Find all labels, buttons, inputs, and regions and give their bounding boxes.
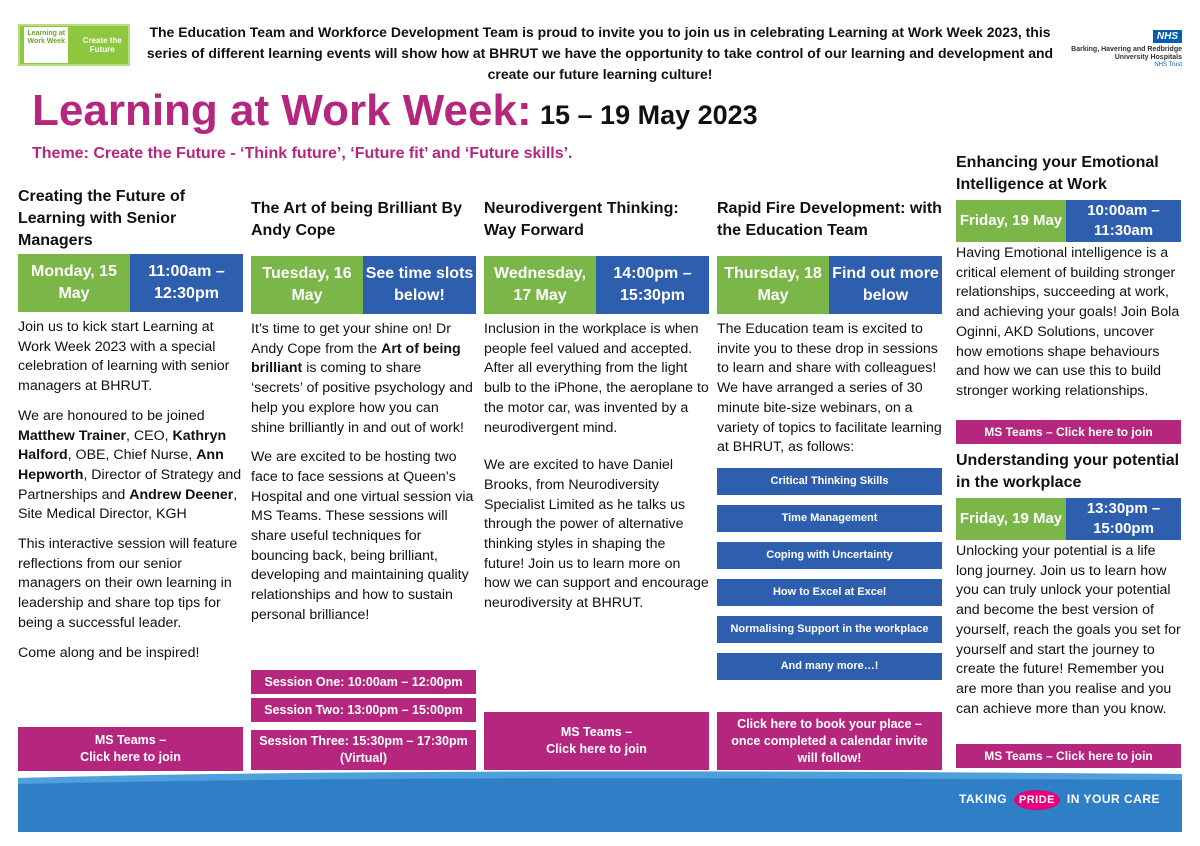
event-daybar <box>251 256 476 314</box>
event-day: Thursday, 18 May <box>717 256 829 314</box>
topic-more[interactable]: And many more…! <box>717 653 942 680</box>
event-paragraph: Come along and be inspired! <box>18 644 200 661</box>
event-time: 14:00pm – 15:30pm <box>596 256 709 314</box>
event-time: Find out more below <box>829 256 942 314</box>
pride-care: IN YOUR CARE <box>1066 792 1160 806</box>
event-paragraph: It’s time to get your shine on! Dr Andy Cope from the Art of being brilliant is coming to share ‘secrets’ of positive psychology and help you explore how you can shine brilliantly in and out of work! <box>251 321 473 436</box>
event-day: Monday, 15 May <box>18 254 130 312</box>
event-time: 13:30pm – 15:00pm <box>1066 498 1181 540</box>
nhs-trust-label: NHS Trust <box>1154 62 1182 68</box>
event-paragraph: We are honoured to be joined Matthew Trainer, CEO, Kathryn Halford, OBE, Chief Nurse, Ann Hepworth, Director of Strategy and Partnerships and Andrew Deener, Site Medical Director, KGH <box>18 407 242 523</box>
event-paragraph: This interactive session will feature reflections from our senior managers on their own learning in leadership and share top tips for being a successful leader. <box>18 536 238 631</box>
event-column-monday <box>18 186 243 673</box>
event-day: Tuesday, 16 May <box>251 256 363 314</box>
event-paragraph: We are excited to have Daniel Brooks, from Neurodiversity Specialist Limited as he talks us through the power of alternative thinking styles in shaping the future! Join us to learn more on how we can support and encourage neurodiversity at BHRUT. <box>484 457 709 612</box>
event-title: Creating the Future of Learning with Senior Managers <box>18 188 186 249</box>
nhs-trust-name: Barking, Havering and Redbridge University Hospitals <box>1071 46 1182 61</box>
event-day: Friday, 19 May <box>956 498 1066 540</box>
session-one-button[interactable]: Session One: 10:00am – 12:00pm <box>251 670 476 694</box>
pride-taking: TAKING <box>958 792 1008 806</box>
topic-list <box>717 468 942 680</box>
nhs-badge: NHS <box>1153 30 1182 43</box>
event-daybar <box>717 256 942 314</box>
logo-text-lw: Learning at Work Week <box>24 27 68 63</box>
ms-teams-join-button[interactable]: MS Teams – Click here to join <box>484 712 709 770</box>
theme-line: Theme: Create the Future - ‘Think future’, ‘Future fit’ and ‘Future skills’. <box>32 145 573 162</box>
event-title-emotional-intelligence: Enhancing your Emotional Intelligence at Work <box>956 154 1159 193</box>
ms-teams-join-button[interactable]: MS Teams – Click here to join <box>956 744 1181 768</box>
event-paragraph: Join us to kick start Learning at Work Week 2023 with a special celebration of learning with senior managers at BHRUT. <box>18 319 230 395</box>
event-day: Wednesday, 17 May <box>484 256 596 314</box>
taking-pride-logo <box>959 790 1160 810</box>
learning-at-work-logo <box>18 24 130 66</box>
nhs-trust-logo <box>1057 26 1182 68</box>
topic-coping-uncertainty[interactable]: Coping with Uncertainty <box>717 542 942 569</box>
event-column-friday <box>956 152 1181 719</box>
ms-teams-join-button[interactable]: MS Teams – Click here to join <box>956 420 1181 444</box>
event-daybar <box>18 254 243 312</box>
event-title: Rapid Fire Development: with the Education Team <box>717 200 942 239</box>
event-paragraph: The Education team is excited to invite you to these drop in sessions to learn and share with colleagues! We have arranged a series of 30 minute bite-size webinars, on a variety of topics to facilitate learning at BHRUT, as follows: <box>717 321 942 456</box>
event-day: Friday, 19 May <box>956 200 1066 242</box>
topic-excel[interactable]: How to Excel at Excel <box>717 579 942 606</box>
event-column-thursday <box>717 198 942 690</box>
topic-time-management[interactable]: Time Management <box>717 505 942 532</box>
event-time: 11:00am – 12:30pm <box>130 254 243 312</box>
session-three-button[interactable]: Session Three: 15:30pm – 17:30pm (Virtual) <box>251 730 476 770</box>
topic-normalising-support[interactable]: Normalising Support in the workplace <box>717 616 942 643</box>
page-dates: 15 – 19 May 2023 <box>540 100 758 130</box>
event-column-tuesday <box>251 198 476 636</box>
ms-teams-join-button[interactable]: MS Teams – Click here to join <box>18 727 243 771</box>
event-description: Having Emotional intelligence is a critical element of building stronger relationships, succeeding at work, and achieving your goals! Join Bola Oginni, AKD Solutions, uncover how emotions shape behaviours and how we can use this to build stronger working relationships. <box>956 245 1180 399</box>
event-daybar <box>484 256 709 314</box>
event-daybar <box>956 498 1181 540</box>
page-title: Learning at Work Week: <box>32 86 532 135</box>
event-paragraph: We are excited to be hosting two face to face sessions at Queen’s Hospital and one virtual session via MS Teams. These sessions will share useful techniques for bouncing back, being brilliant, developing and maintaining quality relationships and how to sustain personal brilliance! <box>251 449 474 623</box>
event-description <box>18 318 243 663</box>
event-daybar <box>956 200 1181 242</box>
book-place-button[interactable]: Click here to book your place – once completed a calendar invite will follow! <box>717 712 942 770</box>
event-time: 10:00am – 11:30am <box>1066 200 1181 242</box>
intro-text: The Education Team and Workforce Development Team is proud to invite you to join us in celebrating Learning at Work Week 2023, this series of different learning events will show how at BHRUT we have the opportunity to take control of our learning and development and create our future learning culture! <box>146 24 1054 82</box>
event-description <box>484 320 709 614</box>
event-description <box>251 320 476 626</box>
event-paragraph: Inclusion in the workplace is when people feel valued and accepted. After all everything from the light bulb to the iPhone, the aeroplane to the motor car, was invented by a neurodivergent mind. <box>484 321 709 436</box>
pride-heart-icon: PRIDE <box>1014 790 1060 810</box>
event-column-wednesday <box>484 198 709 624</box>
logo-text-create: Create the Future <box>82 36 122 54</box>
event-title-potential: Understanding your potential in the workplace <box>956 452 1180 491</box>
event-description: Unlocking your potential is a life long journey. Join us to learn how you can truly unlock your potential and become the best version of yourself, reach the goals you set for yourself and start the journey to create the future! Remember you are more than you realise and you can achieve more than you know. <box>956 543 1181 717</box>
session-two-button[interactable]: Session Two: 13:00pm – 15:00pm <box>251 698 476 722</box>
event-time: See time slots below! <box>363 256 476 314</box>
topic-critical-thinking[interactable]: Critical Thinking Skills <box>717 468 942 495</box>
event-title: Neurodivergent Thinking: Way Forward <box>484 200 679 239</box>
event-title: The Art of being Brilliant By Andy Cope <box>251 200 462 239</box>
event-description <box>717 320 942 458</box>
